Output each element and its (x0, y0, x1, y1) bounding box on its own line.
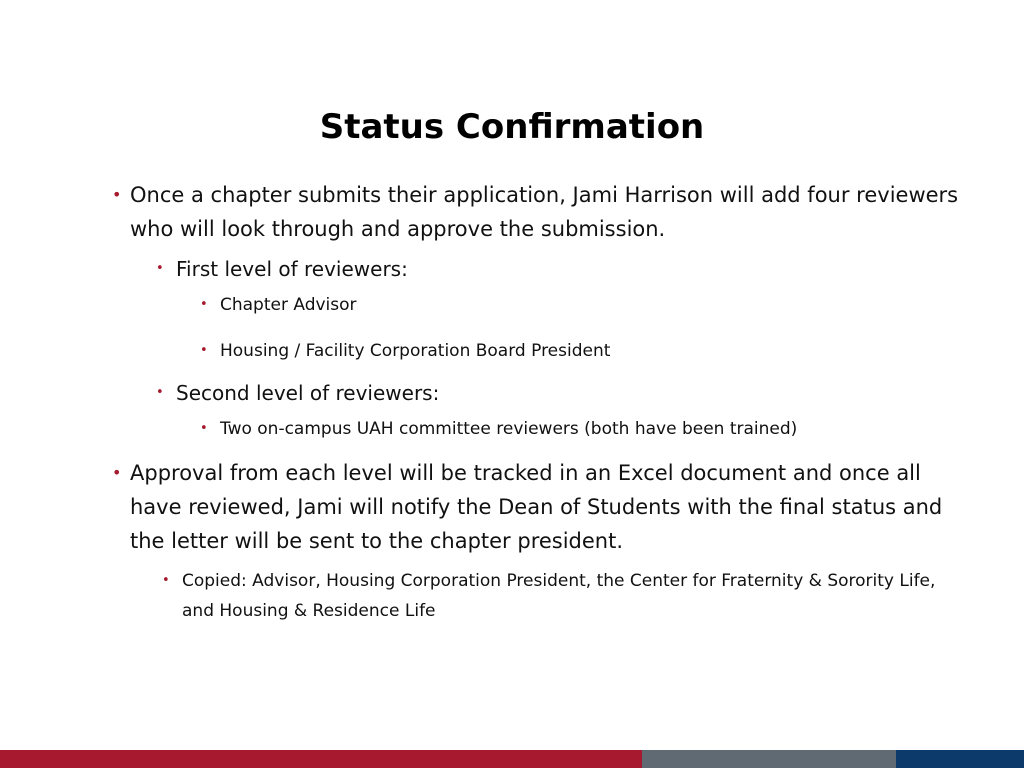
sub-bullet-item (156, 378, 956, 408)
footer-color-bar (0, 750, 1024, 768)
bullet-icon: • (112, 185, 122, 204)
bullet-icon: • (112, 463, 122, 482)
bullet-icon: • (200, 421, 208, 436)
sub-bullet-item (156, 254, 956, 284)
bullet-icon: • (162, 573, 170, 588)
sub-bullet-text: Second level of reviewers: (176, 381, 440, 405)
bullet-text: Approval from each level will be tracked in an Excel document and once all have reviewed, Jami will notify the Dean of Students with the final status and the letter will be sent to the chapter president. (130, 461, 943, 553)
bullet-list (0, 178, 1024, 634)
bullet-text: Once a chapter submits their application, Jami Harrison will add four reviewers who will look through and approve the submission. (130, 183, 959, 241)
sub-sub-bullet-item (200, 416, 960, 442)
footer-red-segment (0, 750, 642, 768)
sub-bullet-text: First level of reviewers: (176, 257, 408, 281)
bullet-icon: • (200, 343, 208, 358)
footer-blue-segment (896, 750, 1024, 768)
bullet-icon: • (156, 385, 164, 400)
bullet-item (112, 178, 964, 246)
sub-sub-bullet-text: Chapter Advisor (220, 295, 357, 315)
bullet-item (112, 456, 964, 558)
sub-bullet-item (162, 566, 962, 626)
footer-gray-segment (642, 750, 896, 768)
slide-title: Status Confirmation (319, 107, 705, 147)
sub-sub-bullet-text: Two on-campus UAH committee reviewers (both have been trained) (220, 419, 798, 439)
sub-sub-bullet-item (200, 292, 960, 318)
sub-sub-bullet-text: Housing / Facility Corporation Board President (220, 341, 611, 361)
sub-bullet-text: Copied: Advisor, Housing Corporation President, the Center for Fraternity & Sorority Life, and Housing & Residence Life (182, 571, 936, 621)
bullet-icon: • (200, 297, 208, 312)
bullet-icon: • (156, 261, 164, 276)
sub-sub-bullet-item (200, 338, 960, 364)
